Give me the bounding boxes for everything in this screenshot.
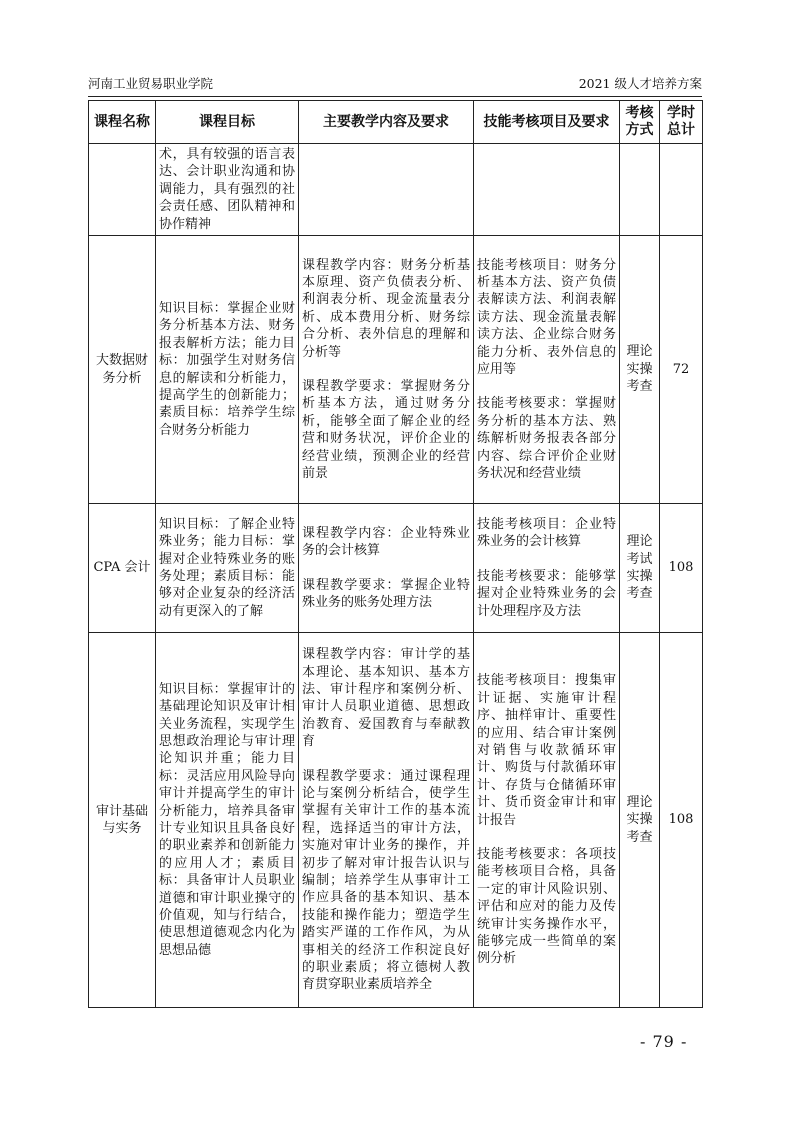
table-row (89, 236, 703, 504)
teaching-requirement-text: 课程教学要求：掌握财务分析基本方法，通过财务分析，能够全面了解企业的经营和财务状况，评价企业的经营业绩，预测企业的经营前景 (302, 379, 470, 482)
teaching-content-text: 课程教学内容：财务分析基本原理、资产负债表分析、利润表分析、现金流量表分析、成本费用分析、财务综合分析、表外信息的理解和分析等 (302, 257, 470, 360)
teaching-requirement-text: 课程教学要求：掌握企业特殊业务的账务处理方法 (302, 577, 470, 610)
col-header-assessment-method: 考核方式 (620, 101, 660, 144)
col-header-skill-assessment: 技能考核项目及要求 (474, 101, 620, 144)
page-header (88, 74, 702, 97)
teaching-requirement-text: 课程教学要求：通过课程理论与案例分析结合，使学生掌握有关审计工作的基本流程，选择适当的审计方法，实施对审计业务的操作，并初步了解对审计报告认识与编制；培养学生从事审计工作应具备的基本知识、基本技能和操作能力；塑造学生踏实严谨的工作作风，为从事相关的经济工作积淀良好的职业素质；将立德树人教育贯穿职业素质培养全 (302, 768, 470, 993)
skill-requirement-text: 技能考核要求：各项技能考核项目合格，具备一定的审计风险识别、评估和应对的能力及传统审计实务操作水平，能够完成一些简单的案例分析 (477, 846, 616, 967)
table-row (89, 633, 703, 1008)
teaching-content-cell (299, 633, 474, 1008)
skill-requirement-text: 技能考核要求：能够掌握对企业特殊业务的会计处理程序及方法 (477, 568, 616, 619)
col-header-course-goal: 课程目标 (156, 101, 299, 144)
teaching-content-cell (299, 236, 474, 504)
col-header-total-hours: 学时总计 (660, 101, 703, 144)
col-header-teaching-content: 主要教学内容及要求 (299, 101, 474, 144)
course-goal-cell: 知识目标：掌握企业财务分析基本方法、财务报表解析方法；能力目标：加强学生对财务信息的解读和分析能力，提高学生的创新能力；素质目标：培养学生综合财务分析能力 (156, 236, 299, 504)
table-header-row (89, 101, 703, 144)
header-institution: 河南工业贸易职业学院 (88, 76, 214, 91)
teaching-content-text: 课程教学内容：审计学的基本理论、基本知识、基本方法、审计程序和案例分析、审计人员职业道德、思想政治教育、爱国教育与奉献教育 (302, 647, 470, 750)
assessment-method-cell: 理论实操考查 (620, 633, 660, 1008)
curriculum-table (88, 100, 703, 1008)
col-header-course-name: 课程名称 (89, 101, 156, 144)
assessment-method-cell: 理论实操考查 (620, 236, 660, 504)
total-hours-cell: 108 (660, 633, 703, 1008)
total-hours-cell: 108 (660, 504, 703, 633)
teaching-content-text: 课程教学内容：企业特殊业务的会计核算 (302, 525, 470, 559)
skill-item-text: 技能考核项目：搜集审计证据、实施审计程序、抽样审计、重要性的应用、结合审计案例对销售与收款循环审计、购货与付款循环审计、存货与仓储循环审计、货币资金审计和审计报告 (477, 673, 616, 828)
total-hours-cell: 72 (660, 236, 703, 504)
course-goal-cell: 知识目标：掌握审计的基础理论知识及审计相关业务流程，实现学生思想政治理论与审计理论知识并重；能力目标：灵活应用风险导向审计并提高学生的审计分析能力，培养具备审计专业知识且具备良好的职业素养和创新能力的应用人才；素质目标：具备审计人员职业道德和审计职业操守的价值观，知与行结合，使思想道德观念内化为思想品德 (156, 633, 299, 1008)
skill-item-text: 技能考核项目：财务分析基本方法、资产负债表解读方法、利润表解读方法、现金流量表解读方法、企业综合财务能力分析、表外信息的应用等 (477, 257, 616, 378)
skill-assessment-cell (474, 504, 620, 633)
course-name-cell: CPA 会计 (89, 504, 156, 633)
assessment-method-cell: 理论考试实操考查 (620, 504, 660, 633)
skill-assessment-cell (474, 144, 620, 236)
course-name-cell (89, 144, 156, 236)
skill-requirement-text: 技能考核要求：掌握财务分析的基本方法、熟练解析财务报表各部分内容、综合评价企业财务状况和经营业绩 (477, 396, 616, 482)
course-goal-cell: 知识目标：了解企业特殊业务；能力目标：掌握对企业特殊业务的账务处理；素质目标：能够对企业复杂的经济活动有更深入的了解 (156, 504, 299, 633)
skill-assessment-cell (474, 633, 620, 1008)
table-row (89, 504, 703, 633)
teaching-content-cell (299, 504, 474, 633)
course-goal-cell: 术，具有较强的语言表达、会计职业沟通和协调能力，具有强烈的社会责任感、团队精神和协作精神 (156, 144, 299, 236)
header-document-title: 2021 级人才培养方案 (578, 76, 702, 91)
total-hours-cell (660, 144, 703, 236)
skill-assessment-cell (474, 236, 620, 504)
assessment-method-cell (620, 144, 660, 236)
course-name-cell: 审计基础与实务 (89, 633, 156, 1008)
table-row (89, 144, 703, 236)
page-number: - 79 - (640, 1032, 688, 1051)
skill-item-text: 技能考核项目：企业特殊业务的会计核算 (477, 517, 616, 550)
course-name-cell: 大数据财务分析 (89, 236, 156, 504)
teaching-content-cell (299, 144, 474, 236)
